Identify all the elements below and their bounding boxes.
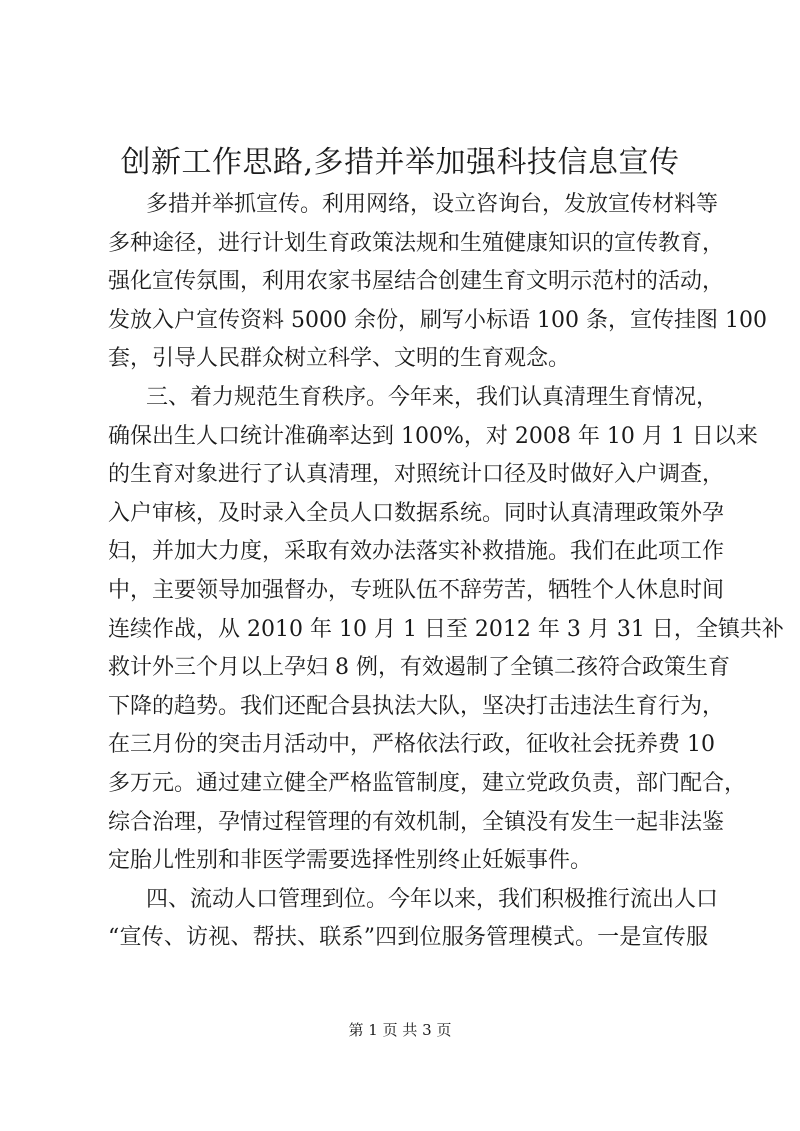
- text-line: 的生育对象进行了认真清理，对照统计口径及时做好入户调查，: [108, 462, 725, 488]
- document-title: 创新工作思路,多措并举加强科技信息宣传: [120, 145, 680, 180]
- text-line: 在三月份的突击月活动中，严格依法行政，征收社会抚养费 10: [108, 732, 715, 758]
- text-line: 入户审核，及时录入全员人口数据系统。同时认真清理政策外孕: [108, 500, 725, 526]
- paragraph-3: [108, 881, 719, 958]
- text-line: 综合治理，孕情过程管理的有效机制，全镇没有发生一起非法鉴: [108, 809, 725, 835]
- text-line: 连续作战，从 2010 年 10 月 1 日至 2012 年 3 月 31 日，全镇共补: [108, 616, 784, 642]
- text-line: 定胎儿性别和非医学需要选择性别终止妊娠事件。: [108, 848, 593, 874]
- text-line: 妇，并加大力度，采取有效办法落实补救措施。我们在此项工作: [108, 539, 725, 565]
- text-line: 强化宣传氛围，利用农家书屋结合创建生育文明示范村的活动，: [108, 269, 725, 295]
- text-line: 套，引导人民群众树立科学、文明的生育观念。: [108, 346, 571, 372]
- text-line: 多种途径，进行计划生育政策法规和生殖健康知识的宣传教育，: [108, 230, 725, 256]
- page-footer: 第 1 页 共 3 页: [348, 1021, 452, 1039]
- text-line: 四、流动人口管理到位。今年以来，我们积极推行流出人口: [146, 886, 719, 912]
- text-line: 中，主要领导加强督办，专班队伍不辞劳苦，牺牲个人休息时间: [108, 577, 725, 603]
- paragraph-1: [108, 186, 767, 379]
- text-line: 发放入户宣传资料 5000 余份，刷写小标语 100 条，宣传挂图 100: [108, 307, 767, 333]
- text-line: 确保出生人口统计准确率达到 100%，对 2008 年 10 月 1 日以来: [108, 423, 758, 449]
- paragraph-2: [108, 379, 784, 881]
- text-line: 多措并举抓宣传。利用网络，设立咨询台，发放宣传材料等: [146, 192, 719, 217]
- text-line: 三、着力规范生育秩序。今年来，我们认真清理生育情况，: [146, 384, 719, 410]
- document-body: [108, 186, 784, 958]
- text-line: 多万元。通过建立健全严格监管制度，建立党政负责，部门配合，: [108, 770, 747, 796]
- text-line: 下降的趋势。我们还配合县执法大队，坚决打击违法生育行为，: [108, 693, 725, 719]
- text-line: 救计外三个月以上孕妇 8 例，有效遏制了全镇二孩符合政策生育: [108, 655, 730, 681]
- text-line: “宣传、访视、帮扶、联系”四到位服务管理模式。一是宣传服: [108, 925, 708, 951]
